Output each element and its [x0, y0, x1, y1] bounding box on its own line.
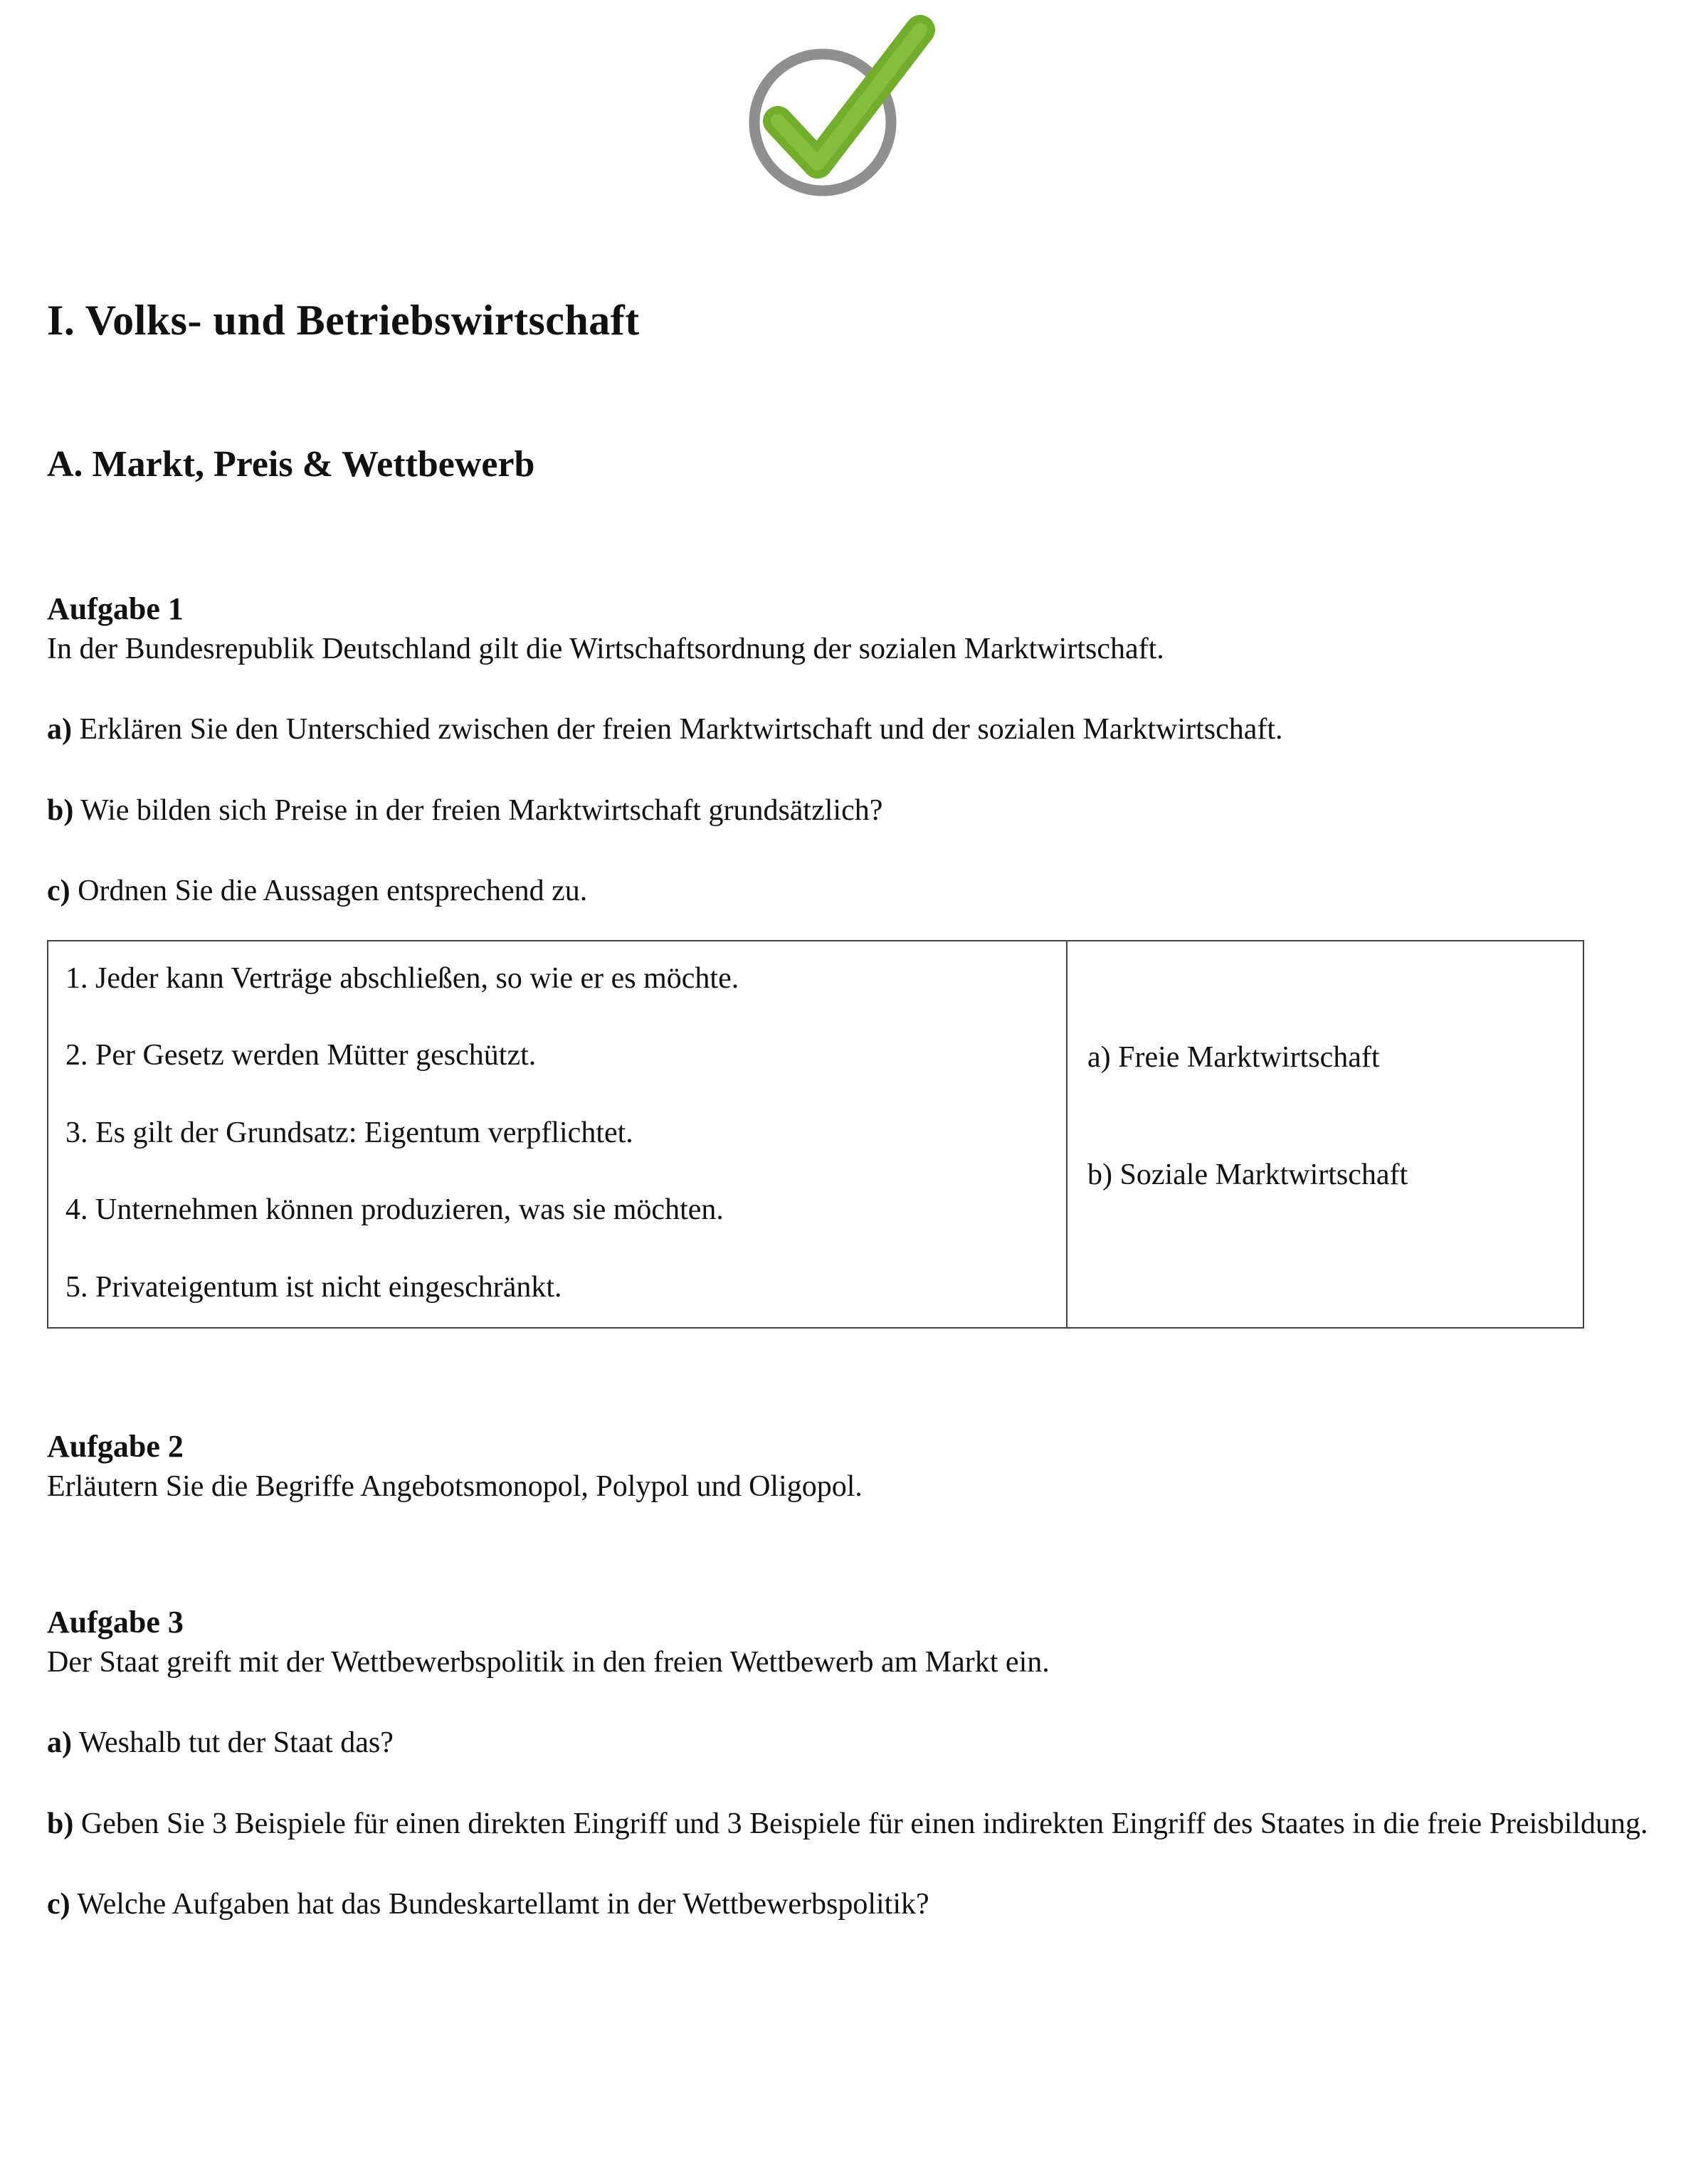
options-cell: [1067, 941, 1583, 1329]
task3-item-b-label: b): [47, 1807, 74, 1840]
statements-cell: [48, 941, 1067, 1329]
section-title: A. Markt, Preis & Wettbewerb: [47, 444, 535, 485]
task3-heading: Aufgabe 3: [47, 1604, 184, 1640]
option-free-market: a) Freie Marktwirtschaft: [1087, 1041, 1380, 1075]
task1-item-c: [47, 872, 1648, 911]
task3-item-a: [47, 1723, 1648, 1763]
task3-item-c-label: c): [47, 1888, 70, 1921]
task1-item-c-label: c): [47, 875, 70, 908]
logo-container: [47, 14, 1648, 205]
statement-5: 5. Privateigentum ist nicht eingeschränkt.: [65, 1270, 562, 1304]
task1-item-a: [47, 710, 1648, 749]
statement-2: 2. Per Gesetz werden Mütter geschützt.: [65, 1039, 537, 1072]
task3-intro: Der Staat greift mit der Wettbewerbspolitik in den freien Wettbewerb am Markt ein.: [47, 1645, 1050, 1679]
task1-item-b-text: Wie bilden sich Preise in der freien Marktwirtschaft grundsätzlich?: [80, 793, 883, 827]
task3-item-b: [47, 1805, 1648, 1844]
task3-item-a-label: a): [47, 1726, 72, 1760]
task3-item-a-text: Weshalb tut der Staat das?: [78, 1726, 394, 1760]
statement-3: 3. Es gilt der Grundsatz: Eigentum verpflichtet.: [65, 1116, 633, 1149]
task3-item-b-text: Geben Sie 3 Beispiele für einen direkten Eingriff und 3 Beispiele für einen indirekten Eingriff des Staates in die freie Preisbildung.: [80, 1807, 1648, 1840]
document-title: I. Volks- und Betriebswirtschaft: [47, 297, 640, 344]
options-list: [1087, 960, 1569, 1273]
statement-1: 1. Jeder kann Verträge abschließen, so wie er es möchte.: [65, 961, 739, 995]
task1-item-a-text: Erklären Sie den Unterschied zwischen der freien Marktwirtschaft und der sozialen Marktwirtschaft.: [79, 713, 1283, 746]
task2-heading: Aufgabe 2: [47, 1429, 184, 1464]
task1-item-c-text: Ordnen Sie die Aussagen entsprechend zu.: [78, 875, 588, 908]
green-checkmark-icon: [734, 14, 940, 205]
matching-table: [47, 940, 1584, 1329]
task1-item-b: [47, 791, 1648, 830]
option-social-market: b) Soziale Marktwirtschaft: [1087, 1158, 1408, 1191]
task1-intro: In der Bundesrepublik Deutschland gilt die Wirtschaftsordnung der sozialen Marktwirtschaft.: [47, 633, 1164, 665]
task3-item-c: [47, 1885, 1648, 1924]
task2-text: Erläutern Sie die Begriffe Angebotsmonopol, Polypol und Oligopol.: [47, 1470, 863, 1504]
task1-item-a-label: a): [47, 713, 72, 746]
task1-item-b-label: b): [47, 793, 74, 827]
task3-item-c-text: Welche Aufgaben hat das Bundeskartellamt in der Wettbewerbspolitik?: [77, 1888, 929, 1921]
task1-heading: Aufgabe 1: [47, 591, 184, 626]
statement-4: 4. Unternehmen können produzieren, was sie möchten.: [65, 1193, 724, 1227]
